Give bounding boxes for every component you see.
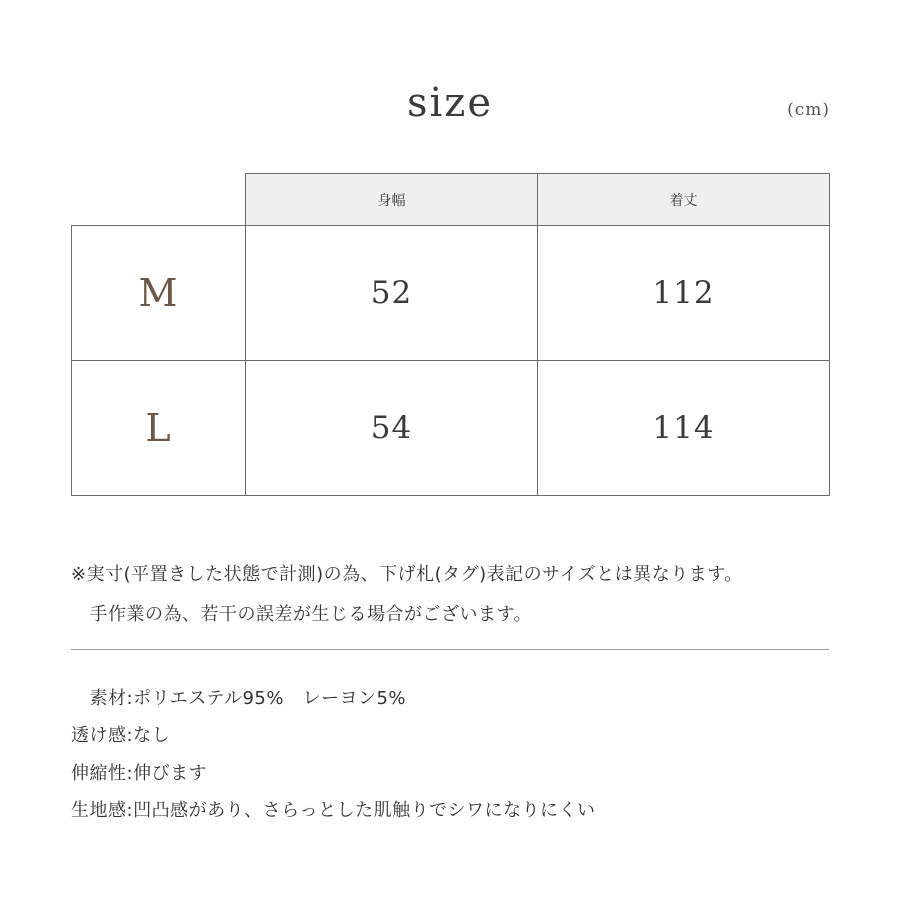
table-row	[72, 226, 830, 361]
table-row	[72, 361, 830, 496]
section-divider	[71, 649, 829, 650]
unit-label: (cm)	[787, 100, 830, 120]
table-corner-cell	[72, 174, 246, 226]
size-table	[71, 173, 830, 496]
size-label-l: L	[72, 361, 246, 496]
table-cell-width: 52	[246, 226, 538, 361]
table-cell-width: 54	[246, 361, 538, 496]
table-header-row	[72, 174, 830, 226]
spec-material: 素材:ポリエステル95% レーヨン5%	[71, 688, 407, 709]
size-label-m: M	[72, 226, 246, 361]
measurement-note: ※実寸(平置きした状態で計測)の為、下げ札(タグ)表記のサイズとは異なります。	[71, 564, 743, 585]
page-title: size	[406, 80, 494, 126]
spec-texture: 生地感:凹凸感があり、さらっとした肌触りでシワになりにくい	[71, 800, 596, 821]
spec-stretch: 伸縮性:伸びます	[71, 763, 208, 784]
table-cell-length: 112	[538, 226, 830, 361]
spec-transparency: 透け感:なし	[71, 725, 171, 746]
column-header-width: 身幅	[246, 174, 538, 226]
error-note: 手作業の為、若干の誤差が生じる場合がございます。	[71, 604, 533, 625]
table-cell-length: 114	[538, 361, 830, 496]
column-header-length: 着丈	[538, 174, 830, 226]
